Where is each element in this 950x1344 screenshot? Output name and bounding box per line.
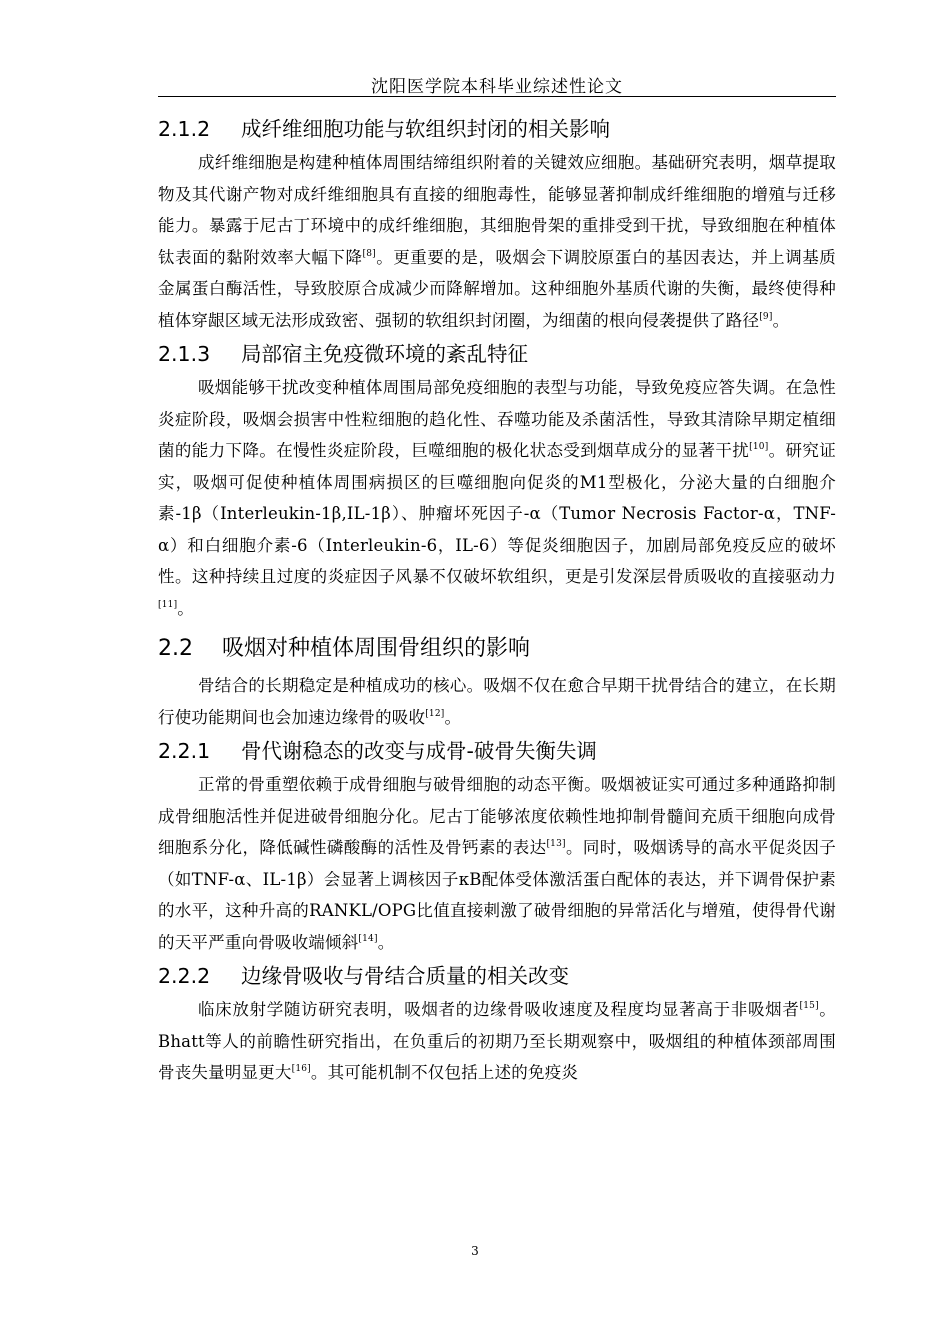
paragraph-text: 吸烟能够干扰改变种植体周围局部免疫细胞的表型与功能，导致免疫应答失调。在急性炎症阶段，吸烟会损害中性粒细胞的趋化性、吞噬功能及杀菌活性，导致其清除早期定植细菌的能力下降。在慢性炎症阶段，巨噬细胞的极化状态受到烟草成分的显著干扰 [158, 378, 836, 460]
section-title: 成纤维细胞功能与软组织封闭的相关影响 [241, 117, 610, 141]
section-number: 2.2 [158, 636, 193, 661]
heading-2-1-3 [158, 336, 836, 372]
section-title: 骨代谢稳态的改变与成骨-破骨失衡失调 [241, 739, 597, 763]
paragraph-bone-metabolism [158, 769, 836, 958]
heading-2-2-1 [158, 733, 836, 769]
citation: [14] [358, 933, 378, 944]
paragraph-text: 。 [772, 310, 790, 330]
paragraph-text: 正常的骨重塑依赖于成骨细胞与破骨细胞的动态平衡。吸烟被证实可通过多种通路抑制成骨细胞活性并促进破骨细胞分化。尼古丁能够浓度依赖性地抑制骨髓间充质干细胞向成骨细胞系分化，降低碱性磷酸酶的活性及骨钙素的表达 [158, 775, 836, 857]
section-number: 2.1.3 [158, 342, 211, 366]
paragraph-text: 临床放射学随访研究表明，吸烟者的边缘骨吸收速度及程度均显著高于非吸烟者 [198, 1000, 800, 1019]
paragraph-text: 。更重要的是，吸烟会下调胶原蛋白的基因表达，并上调基质金属蛋白酶活性，导致胶原合成减少而降解增加。这种细胞外基质代谢的失衡，最终使得种植体穿龈区域无法形成致密、强韧的软组织封闭圈，为细菌的根向侵袭提供了路径 [158, 247, 837, 330]
section-number: 2.1.2 [158, 117, 211, 141]
citation: [8] [362, 248, 376, 259]
section-title: 吸烟对种植体周围骨组织的影响 [222, 636, 531, 661]
citation: [12] [425, 708, 445, 719]
page-number: 3 [471, 1244, 479, 1258]
citation: [11] [158, 599, 178, 610]
paragraph-text: 。 [444, 707, 462, 727]
paragraph-text: 。其可能机制不仅包括上述的免疫炎 [310, 1063, 579, 1082]
citation: [13] [546, 839, 566, 849]
heading-2-2-2 [158, 958, 836, 994]
paragraph-text: 成纤维细胞是构建种植体周围结缔组织附着的关键效应细胞。基础研究表明，烟草提取物及其代谢产物对成纤维细胞具有直接的细胞毒性，能够显著抑制成纤维细胞的增殖与迁移能力。暴露于尼古丁环境中的成纤维细胞，其细胞骨架的重排受到干扰，导致细胞在种植体钛表面的黏附效率大幅下降 [158, 153, 836, 267]
paragraph-fibroblast [158, 147, 836, 336]
section-title: 边缘骨吸收与骨结合质量的相关改变 [241, 964, 569, 988]
paragraph-text: 。 [377, 932, 395, 952]
paragraph-text: 。同时，吸烟诱导的高水平促炎因子（如TNF-α、IL-1β）会显著上调核因子κB配体受体激活蛋白配体的表达，并下调骨保护素的水平，这种升高的RANKL/OPG比值直接刺激了破骨细胞的异常活化与增殖，使得骨代谢的天平严重向骨吸收端倾斜 [158, 838, 836, 952]
section-number: 2.2.1 [158, 739, 211, 763]
paragraph-text: 。研究证实，吸烟可促使种植体周围病损区的巨噬细胞向促炎的M1型极化，分泌大量的白细胞介素-1β（Interleukin-1β,IL-1β）、肿瘤坏死因子-α（Tumor Necrosis Factor-α，TNF-α）和白细胞介素-6（Interleukin-6，IL-6）等促炎细胞因子，加剧局部免疫反应的破坏性。这种持续且过度的炎症因子风暴不仅破坏软组织，更是引发深层骨质吸收的直接驱动力 [158, 441, 836, 586]
page-body [158, 111, 836, 1089]
citation: [10] [749, 442, 769, 452]
citation: [16] [291, 1064, 311, 1074]
citation: [9] [759, 311, 773, 322]
paragraph-bone-intro [158, 670, 836, 733]
header-rule [158, 96, 836, 97]
section-number: 2.2.2 [158, 964, 211, 988]
paragraph-text: 。Bhatt等人的前瞻性研究指出，在负重后的初期乃至长期观察中，吸烟组的种植体颈部周围骨丧失量明显更大 [158, 1000, 836, 1082]
paragraph-text: 。 [177, 598, 194, 618]
heading-2-2 [158, 628, 836, 670]
citation: [15] [799, 1001, 819, 1011]
paragraph-marginal-bone [158, 994, 836, 1089]
section-title: 局部宿主免疫微环境的紊乱特征 [241, 342, 528, 366]
paragraph-text: 骨结合的长期稳定是种植成功的核心。吸烟不仅在愈合早期干扰骨结合的建立，在长期行使功能期间也会加速边缘骨的吸收 [158, 676, 836, 727]
heading-2-1-2 [158, 111, 836, 147]
paragraph-immune [158, 372, 836, 624]
running-header: 沈阳医学院本科毕业综述性论文 [371, 77, 623, 97]
